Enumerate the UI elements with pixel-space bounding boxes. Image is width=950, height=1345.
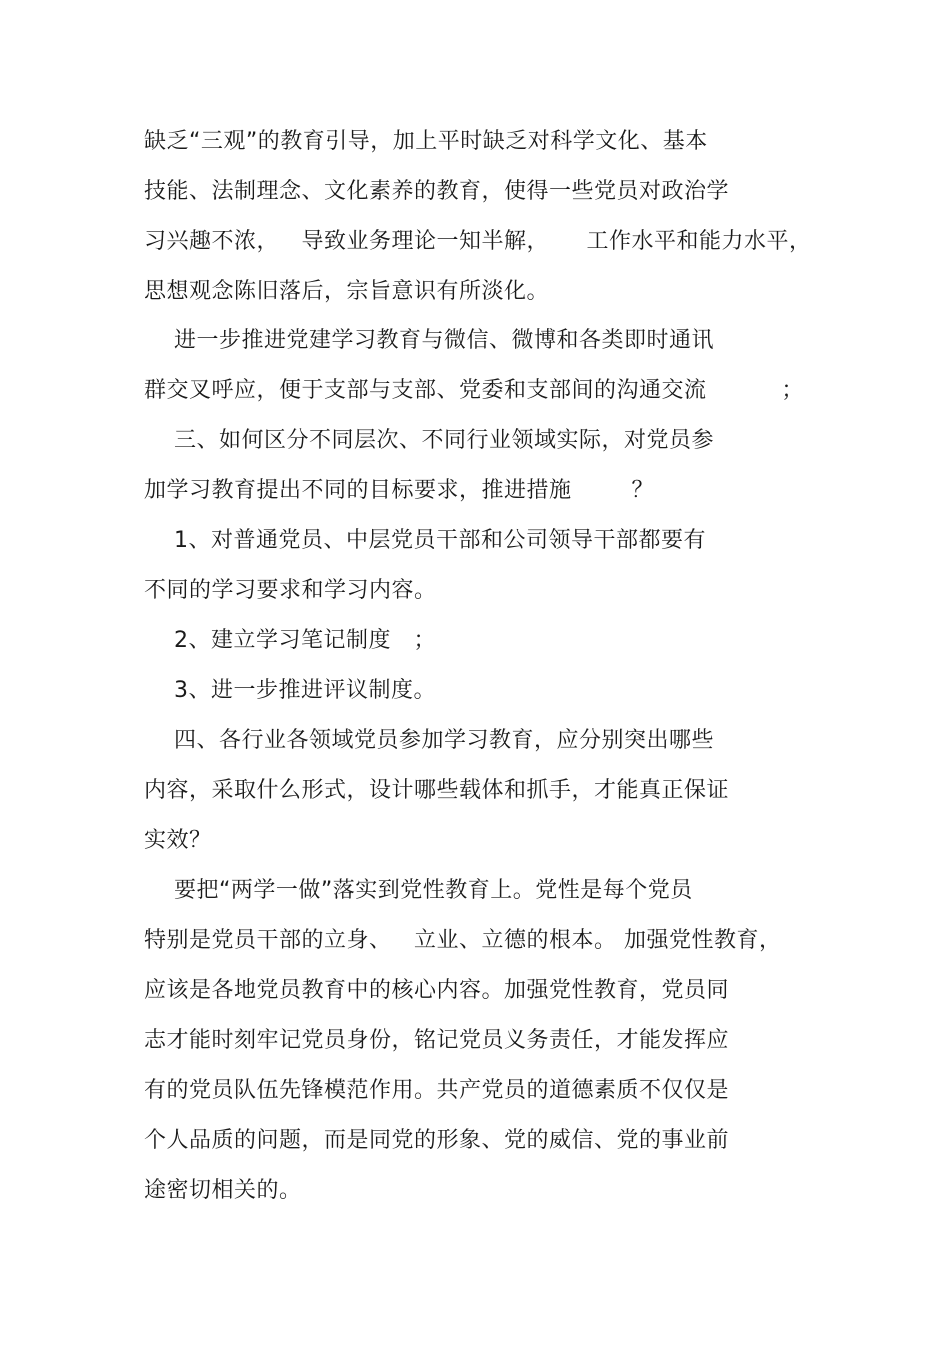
section-heading: 四、各行业各领域党员参加学习教育，应分别突出哪些 <box>144 728 714 753</box>
text-line: 技能、法制理念、文化素养的教育，使得一些党员对政治学 <box>144 179 730 204</box>
section-heading: 实效？ <box>144 828 212 853</box>
text-line: 志才能时刻牢记党员身份，铭记党员义务责任，才能发挥应 <box>144 1028 730 1053</box>
text-line: 缺乏“三观”的教育引导，加上平时缺乏对科学文化、基本 <box>144 129 708 154</box>
text-line: 个人品质的问题，而是同党的形象、党的威信、党的事业前 <box>144 1128 730 1153</box>
list-item: 2、建立学习笔记制度 ； <box>144 628 436 653</box>
text-line: 进一步推进党建学习教育与微信、微博和各类即时通讯 <box>144 328 714 353</box>
list-item: 不同的学习要求和学习内容。 <box>144 578 437 603</box>
text-line: 特别是党员干部的立身、 立业、立德的根本。 加强党性教育， <box>144 928 782 953</box>
text-line: 习兴趣不浓， 导致业务理论一知半解， 工作水平和能力水平， <box>144 229 812 254</box>
section-heading: 三、如何区分不同层次、不同行业领域实际，对党员参 <box>144 428 714 453</box>
text-line: 要把“两学一做”落实到党性教育上。党性是每个党员 <box>144 878 693 903</box>
text-line: 思想观念陈旧落后，宗旨意识有所淡化。 <box>144 279 550 304</box>
text-line: 群交叉呼应，便于支部与支部、党委和支部间的沟通交流 ； <box>144 378 804 403</box>
section-heading: 内容，采取什么形式，设计哪些载体和抓手，才能真正保证 <box>144 778 730 803</box>
list-item: 3、进一步推进评议制度。 <box>144 678 436 703</box>
text-line: 有的党员队伍先锋模范作用。共产党员的道德素质不仅仅是 <box>144 1078 730 1103</box>
section-heading: 加学习教育提出不同的目标要求，推进措施 ？ <box>144 478 654 503</box>
text-line: 应该是各地党员教育中的核心内容。加强党性教育，党员同 <box>144 978 730 1003</box>
text-line: 途密切相关的。 <box>144 1178 302 1203</box>
list-item: 1、对普通党员、中层党员干部和公司领导干部都要有 <box>144 528 706 553</box>
